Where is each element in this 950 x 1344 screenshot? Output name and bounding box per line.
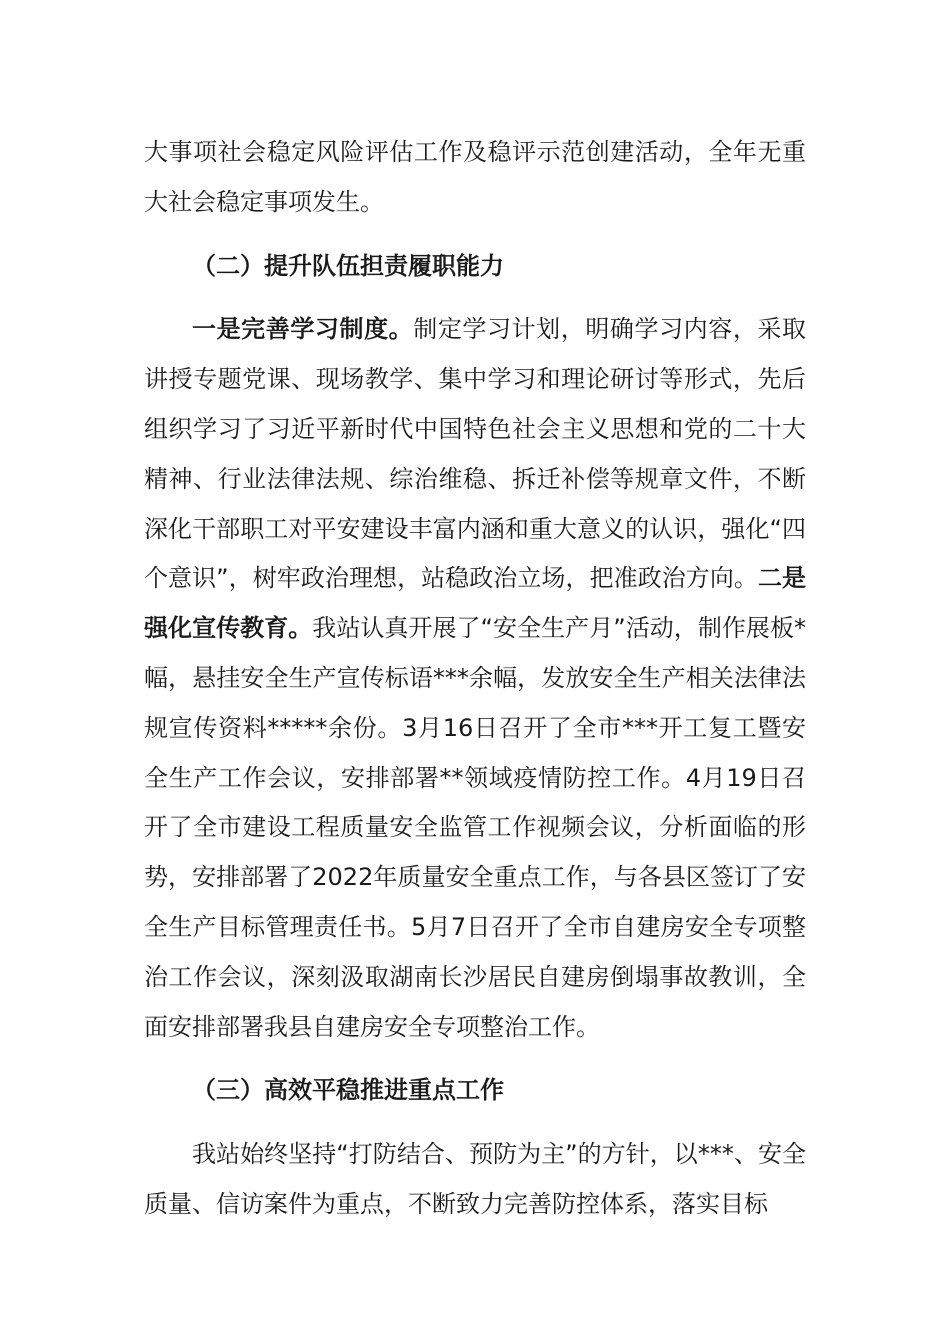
section-heading-3: （三）高效平稳推进重点工作 [192,1076,504,1105]
paragraph-lead-publicity: 二是强化宣传教育。 [144,564,806,643]
spacer [144,291,806,305]
paragraph-continued: 大事项社会稳定风险评估工作及稳评示范创建活动，全年无重大社会稳定事项发生。 [144,138,806,216]
document-page [144,128,806,1230]
spacer [144,1052,806,1066]
spacer [144,228,806,242]
paragraph-body-publicity: 我站认真开展了“安全生产月”活动，制作展板*幅，悬挂安全生产宣传标语***余幅，发放安全生产相关法律法规宣传资料*****余份。3月16日召开了全市***开工复工暨安全生产工作会议，安排部署**领域疫情防控工作。4月19日召开了全市建设工程质量安全监管工作视频会议，分析面临的形势，安排部署了2022年质量安全重点工作，与各县区签订了安全生产目标管理责任书。5月7日召开了全市自建房安全专项整治工作会议，深刻汲取湖南长沙居民自建房倒塌事故教训，全面安排部署我县自建房安全专项整治工作。 [144,614,806,1041]
paragraph-body-study: 制定学习计划，明确学习内容，采取讲授专题党课、现场教学、集中学习和理论研讨等形式，先后组织学习了习近平新时代中国特色社会主义思想和党的二十大精神、行业法律法规、综治维稳、拆迁补偿等规章文件，不断深化干部职工对平安建设丰富内涵和重大意义的认识，强化“四个意识”，树牢政治理想，站稳政治立场，把准政治方向。 [144,315,806,593]
paragraph-key-work: 我站始终坚持“打防结合、预防为主”的方针，以***、安全质量、信访案件为重点，不断致力完善防控体系，落实目标 [144,1140,806,1218]
paragraph-study-and-publicity [144,305,806,1052]
spacer [144,1116,806,1130]
paragraph-lead-study: 一是完善学习制度。 [192,315,414,344]
section-heading-2: （二）提升队伍担责履职能力 [192,251,504,280]
